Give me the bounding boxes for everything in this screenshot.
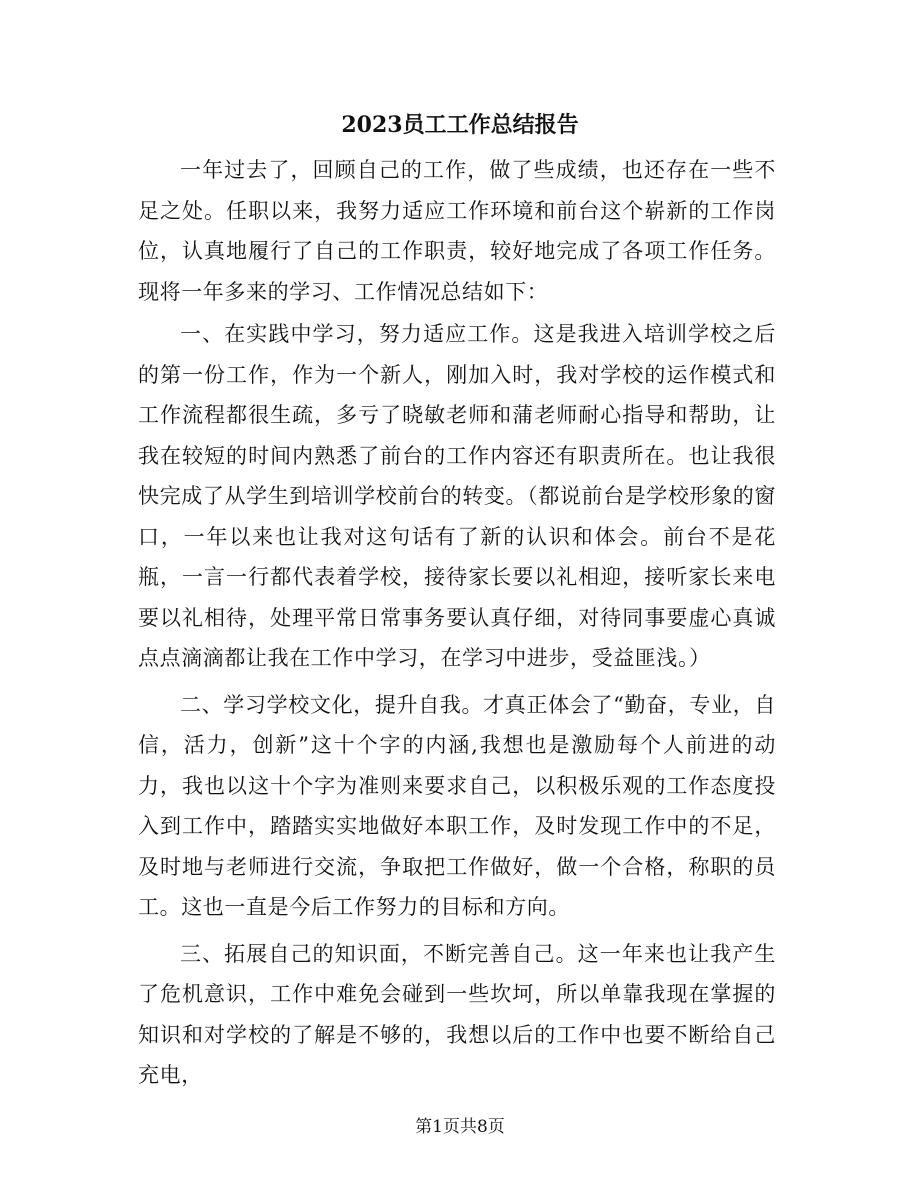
paragraph-section-2: 二、学习学校文化，提升自我。才真正体会了“勤奋，专业，自信，活力，创新”这十个字的内涵,我想也是激励每个人前进的动力，我也以这十个字为准则来要求自己，以积极乐观的工作态度投入到工作中，踏踏实实地做好本职工作，及时发现工作中的不足，及时地与老师进行交流，争取把工作做好，做一个合格，称职的员工。这也一直是今后工作努力的目标和方向。 — [138, 692, 776, 919]
paragraph-intro: 一年过去了，回顾自己的工作，做了些成绩，也还存在一些不足之处。任职以来，我努力适应工作环境和前台这个崭新的工作岗位，认真地履行了自己的工作职责，较好地完成了各项工作任务。现将一年多来的学习、工作情况总结如下： — [138, 158, 776, 304]
paragraph-section-1: 一、在实践中学习，努力适应工作。这是我进入培训学校之后的第一份工作，作为一个新人，刚加入时，我对学校的运作模式和工作流程都很生疏，多亏了晓敏老师和蒲老师耐心指导和帮助，让我在较短的时间内熟悉了前台的工作内容还有职责所在。也让我很快完成了从学生到培训学校前台的转变。（都说前台是学校形象的窗口，一年以来也让我对这句话有了新的认识和体会。前台不是花瓶，一言一行都代表着学校，接待家长要以礼相迎，接听家长来电要以礼相待，处理平常日常事务要认真仔细，对待同事要虚心真诚点点滴滴都让我在工作中学习，在学习中进步，受益匪浅。） — [138, 322, 776, 670]
paragraph-section-3: 三、拓展自己的知识面，不断完善自己。这一年来也让我产生了危机意识，工作中难免会碰到一些坎坷，所以单靠我现在掌握的知识和对学校的了解是不够的，我想以后的工作中也要不断给自己充电， — [138, 941, 776, 1087]
page-number-footer: 第1页共8页 — [415, 1117, 505, 1137]
document-title: 2023员工工作总结报告 — [341, 112, 579, 138]
document-body — [138, 150, 776, 1098]
